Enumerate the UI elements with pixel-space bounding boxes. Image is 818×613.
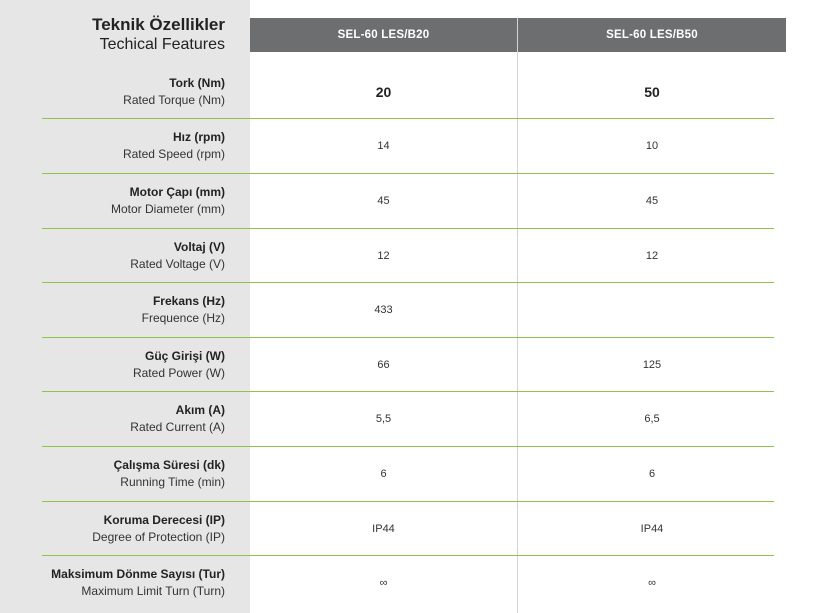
value-b20: 5,5 — [375, 413, 392, 425]
row-label — [130, 239, 225, 273]
column-header-b50: SEL-60 LES/B50 — [518, 18, 786, 52]
row-label — [51, 566, 225, 600]
table-row — [0, 65, 818, 119]
value-b50: 6 — [648, 468, 656, 480]
row-label — [142, 293, 225, 327]
value-b20: 66 — [377, 359, 390, 371]
value-b50: ∞ — [648, 577, 656, 589]
table-title — [92, 15, 225, 55]
value-b50: 125 — [642, 359, 662, 371]
row-label-turkish: Voltaj (V) — [173, 240, 225, 254]
table-row — [0, 338, 818, 392]
table-row — [0, 229, 818, 283]
value-b50: 10 — [645, 140, 659, 152]
row-label-turkish: Koruma Derecesi (IP) — [103, 513, 225, 527]
row-label-english: Degree of Protection (IP) — [92, 530, 225, 544]
row-label-english: Rated Voltage (V) — [130, 257, 225, 271]
value-b20: 12 — [377, 250, 390, 262]
row-label-turkish: Güç Girişi (W) — [144, 349, 225, 363]
value-b20: 14 — [377, 140, 390, 152]
row-label-english: Running Time (min) — [120, 475, 225, 489]
row-label-turkish: Maksimum Dönme Sayısı (Tur) — [51, 567, 225, 581]
row-label — [130, 402, 225, 436]
row-label-english: Motor Diameter (mm) — [110, 202, 225, 216]
row-label — [123, 129, 225, 163]
row-label — [114, 457, 225, 491]
title-turkish: Teknik Özellikler — [92, 15, 225, 34]
table-row — [0, 174, 818, 228]
table-row — [0, 392, 818, 446]
value-b20: 45 — [377, 195, 390, 207]
value-b20: ∞ — [379, 577, 388, 589]
row-label — [133, 348, 225, 382]
table-row — [0, 283, 818, 337]
row-label — [92, 512, 225, 546]
row-label-english: Frequence (Hz) — [141, 311, 225, 325]
table-row — [0, 502, 818, 556]
row-label-turkish: Frekans (Hz) — [152, 294, 225, 308]
row-label-english: Rated Power (W) — [132, 366, 225, 380]
value-b50: IP44 — [640, 523, 664, 535]
column-header-b20: SEL-60 LES/B20 — [250, 18, 517, 52]
value-b20: 6 — [380, 468, 387, 480]
row-label-english: Rated Current (A) — [130, 420, 225, 434]
row-label-english: Maximum Limit Turn (Turn) — [81, 584, 225, 598]
value-b50: 45 — [645, 195, 659, 207]
row-label — [111, 184, 225, 218]
row-label — [123, 75, 225, 109]
table-row — [0, 119, 818, 173]
value-b20: IP44 — [372, 523, 395, 535]
title-english: Techical Features — [99, 36, 225, 53]
row-label-turkish: Tork (Nm) — [169, 76, 225, 90]
table-row — [0, 556, 818, 610]
row-label-turkish: Motor Çapı (mm) — [129, 185, 225, 199]
value-b50: 6,5 — [644, 413, 660, 425]
row-label-turkish: Hız (rpm) — [173, 130, 225, 144]
row-label-english: Rated Speed (rpm) — [122, 147, 225, 161]
value-b50: 50 — [644, 84, 660, 100]
value-b20: 433 — [374, 304, 393, 316]
table-row — [0, 447, 818, 501]
value-b20: 20 — [375, 84, 392, 100]
row-label-turkish: Akım (A) — [175, 403, 225, 417]
row-label-turkish: Çalışma Süresi (dk) — [113, 458, 225, 472]
value-b50: 12 — [645, 250, 659, 262]
row-label-english: Rated Torque (Nm) — [123, 93, 225, 107]
